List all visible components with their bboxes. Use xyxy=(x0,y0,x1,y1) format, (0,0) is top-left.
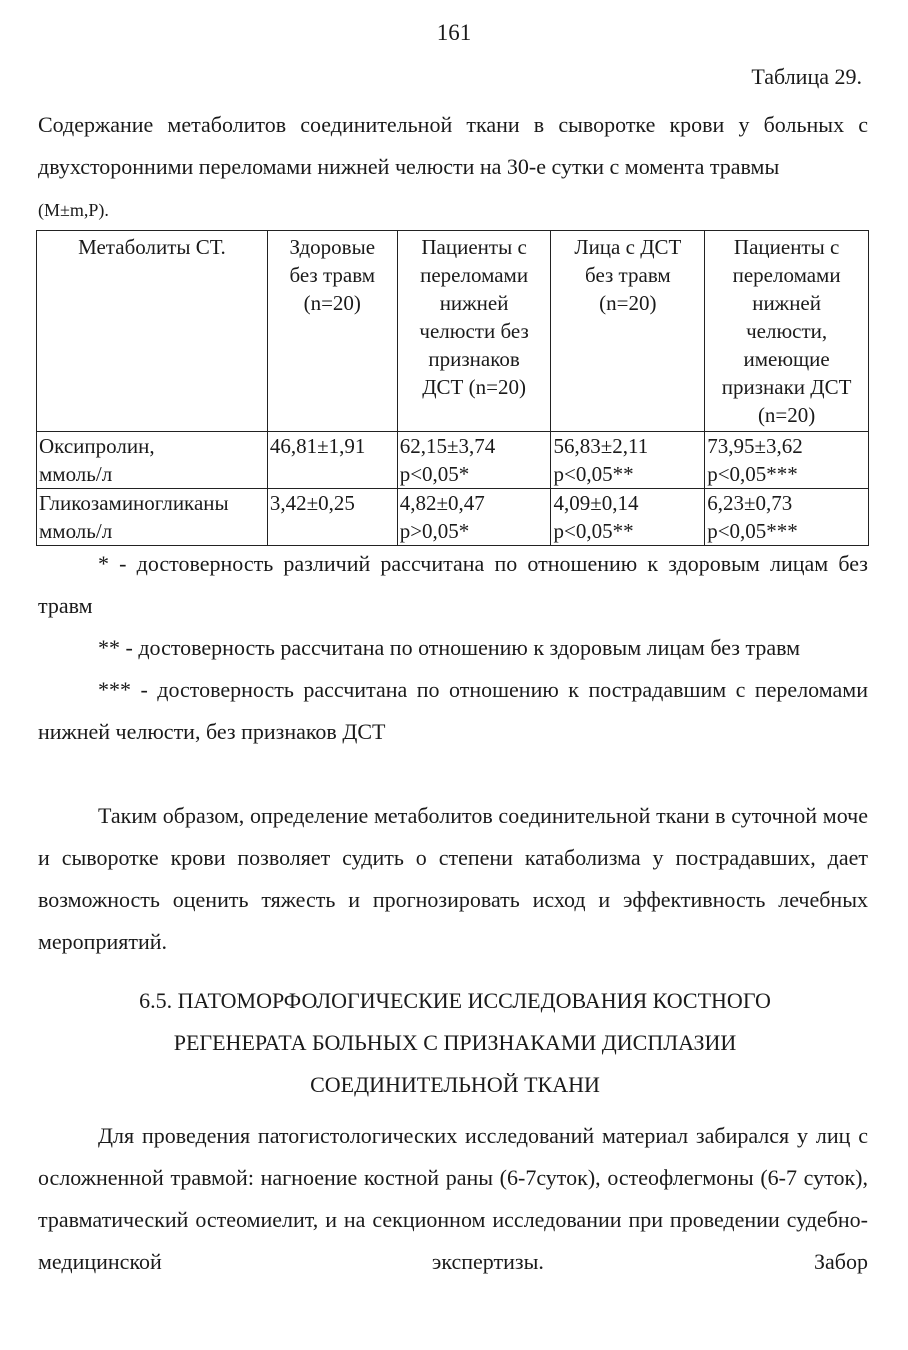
table-cell xyxy=(705,432,869,489)
header-line: Метаболиты СТ. xyxy=(78,235,226,259)
header-line: Пациенты с xyxy=(733,235,840,259)
header-cell xyxy=(397,231,551,432)
header-line: челюсти, xyxy=(746,319,828,343)
cell-line: Оксипролин, xyxy=(39,434,155,458)
caption-text: Содержание метаболитов соединительной ткани в сыворотке крови у больных с двухсторонними переломами нижней челюсти на 30-е сутки с момента травмы xyxy=(38,112,868,179)
note-triple-star: *** - достоверность рассчитана по отношению к пострадавшим с переломами нижней челюсти, без признаков ДСТ xyxy=(38,677,868,744)
cell-line: p<0,05** xyxy=(553,519,634,543)
table-cell xyxy=(551,489,705,546)
header-cell xyxy=(551,231,705,432)
header-line: Лица с ДСТ xyxy=(574,235,682,259)
header-cell xyxy=(37,231,268,432)
header-cell xyxy=(705,231,869,432)
table-caption xyxy=(38,104,868,231)
header-line: Здоровые xyxy=(289,235,376,259)
header-line: без травм xyxy=(289,263,376,287)
header-line: нижней xyxy=(439,291,509,315)
caption-tail: (M±m,P). xyxy=(38,200,109,220)
cell-line: p<0,05*** xyxy=(707,462,798,486)
table-row xyxy=(37,489,869,546)
header-cell xyxy=(267,231,397,432)
cell-line: 46,81±1,91 xyxy=(269,434,366,458)
page-number: 161 xyxy=(436,20,472,45)
header-line: (n=20) xyxy=(303,291,361,315)
table-cell xyxy=(705,489,869,546)
section-body xyxy=(38,1115,868,1283)
table-row xyxy=(37,432,869,489)
table-notes xyxy=(38,543,868,753)
header-line: ДСТ (n=20) xyxy=(422,375,526,399)
cell-line: 56,83±2,11 xyxy=(553,434,649,458)
header-line: челюсти без xyxy=(419,319,529,343)
cell-line: ммоль/л xyxy=(39,519,113,543)
cell-line: Гликозаминогликаны xyxy=(39,491,229,515)
cell-line: 6,23±0,73 xyxy=(707,491,793,515)
cell-line: 62,15±3,74 xyxy=(399,434,496,458)
table-label: Таблица 29. xyxy=(751,64,862,89)
conclusion-block xyxy=(38,795,868,963)
cell-line: p>0,05* xyxy=(399,519,470,543)
conclusion-paragraph: Таким образом, определение метаболитов соединительной ткани в суточной моче и сыворотке крови позволяет судить о степени катаболизма у пострадавших, дает возможность оценить тяжесть и прогнозировать исход и эффективность лечебных мероприятий. xyxy=(38,803,868,954)
cell-line: 3,42±0,25 xyxy=(269,491,355,515)
section-heading-line: СОЕДИНИТЕЛЬНОЙ ТКАНИ xyxy=(310,1072,600,1097)
header-line: переломами xyxy=(420,263,529,287)
table-cell xyxy=(37,432,268,489)
body-paragraph: Для проведения патогистологических исследований материал забирался у лиц с осложненной травмой: нагноение костной раны (6-7суток), остеофлегмоны (6-7 суток), травматический остеомиелит, и на секционном исследовании при проведении судебно-медицинской экспертизы. Забор xyxy=(38,1123,868,1274)
header-line: признаки ДСТ xyxy=(721,375,852,399)
cell-line: 4,09±0,14 xyxy=(553,491,639,515)
table-cell xyxy=(267,489,397,546)
table-cell xyxy=(37,489,268,546)
metabolites-table xyxy=(36,230,869,546)
cell-line: p<0,05** xyxy=(553,462,634,486)
note-double-star: ** - достоверность рассчитана по отношению к здоровым лицам без травм xyxy=(98,635,801,660)
cell-line: 73,95±3,62 xyxy=(707,434,803,458)
header-line: Пациенты с xyxy=(421,235,527,259)
table-cell xyxy=(551,432,705,489)
header-line: без травм xyxy=(585,263,671,287)
section-heading-line: 6.5. ПАТОМОРФОЛОГИЧЕСКИЕ ИССЛЕДОВАНИЯ КОСТНОГО xyxy=(139,988,771,1013)
section-heading xyxy=(60,980,850,1106)
header-line: признаков xyxy=(428,347,520,371)
table-cell xyxy=(267,432,397,489)
section-heading-line: РЕГЕНЕРАТА БОЛЬНЫХ С ПРИЗНАКАМИ ДИСПЛАЗИИ xyxy=(173,1030,737,1055)
cell-line: p<0,05*** xyxy=(707,519,798,543)
header-line: (n=20) xyxy=(757,403,816,427)
cell-line: ммоль/л xyxy=(39,462,113,486)
table-cell xyxy=(397,489,551,546)
table-header-row xyxy=(37,231,869,432)
note-single-star: * - достоверность различий рассчитана по отношению к здоровым лицам без травм xyxy=(38,551,868,618)
header-line: переломами xyxy=(732,263,841,287)
cell-line: 4,82±0,47 xyxy=(399,491,485,515)
table-cell xyxy=(397,432,551,489)
cell-line: p<0,05* xyxy=(399,462,470,486)
header-line: имеющие xyxy=(743,347,830,371)
header-line: (n=20) xyxy=(599,291,657,315)
header-line: нижней xyxy=(752,291,821,315)
